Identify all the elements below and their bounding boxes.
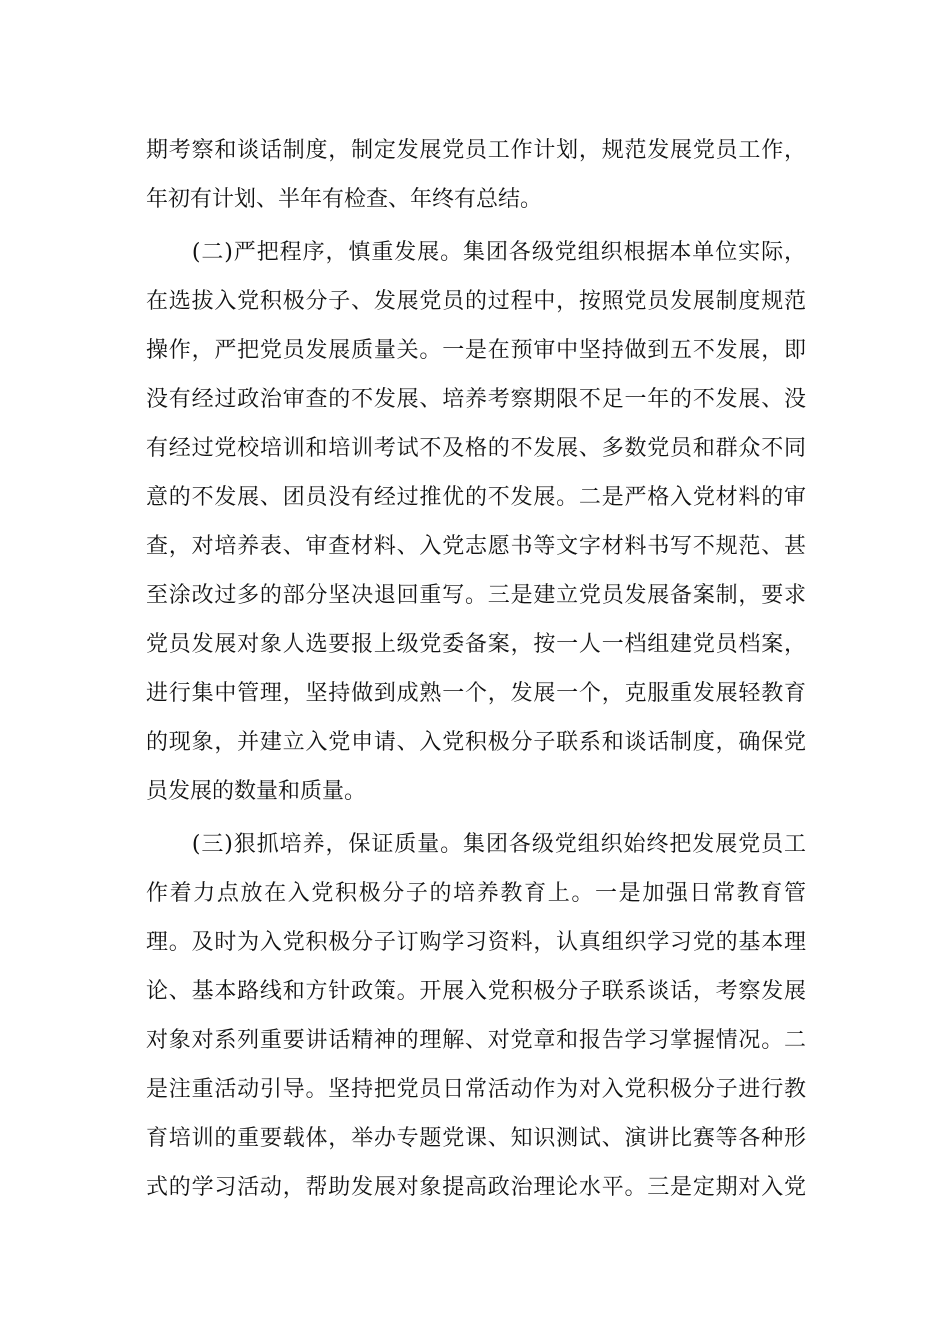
text-line: 式的学习活动，帮助发展对象提高政治理论水平。三是定期对入党 bbox=[146, 1175, 806, 1200]
text-line: 查，对培养表、审查材料、入党志愿书等文字材料书写不规范、甚 bbox=[146, 534, 806, 559]
text-line: 对象对系列重要讲话精神的理解、对党章和报告学习掌握情况。二 bbox=[146, 1028, 806, 1053]
text-line: 至涂改过多的部分坚决退回重写。三是建立党员发展备案制，要求 bbox=[146, 583, 806, 608]
text-line: 员发展的数量和质量。 bbox=[146, 779, 367, 804]
text-line: 是注重活动引导。坚持把党员日常活动作为对入党积极分子进行教 bbox=[146, 1077, 806, 1102]
text-line: 育培训的重要载体，举办专题党课、知识测试、演讲比赛等各种形 bbox=[146, 1126, 806, 1151]
text-line: 在选拔入党积极分子、发展党员的过程中，按照党员发展制度规范 bbox=[146, 289, 806, 314]
text-line: 年初有计划、半年有检查、年终有总结。 bbox=[146, 187, 543, 212]
text-line: 有经过党校培训和培训考试不及格的不发展、多数党员和群众不同 bbox=[146, 436, 806, 461]
document-page bbox=[146, 131, 806, 1217]
text-line: 的现象，并建立入党申请、入党积极分子联系和谈话制度，确保党 bbox=[146, 730, 806, 755]
text-line: 进行集中管理，坚持做到成熟一个，发展一个，克服重发展轻教育 bbox=[146, 681, 806, 706]
text-line: 期考察和谈话制度，制定发展党员工作计划，规范发展党员工作， bbox=[146, 138, 806, 163]
text-line: (三)狠抓培养，保证质量。集团各级党组织始终把发展党员工 bbox=[146, 832, 806, 857]
text-line: 论、基本路线和方针政策。开展入党积极分子联系谈话，考察发展 bbox=[146, 979, 806, 1004]
text-line: 操作，严把党员发展质量关。一是在预审中坚持做到五不发展，即 bbox=[146, 338, 806, 363]
text-line: (二)严把程序，慎重发展。集团各级党组织根据本单位实际， bbox=[146, 240, 806, 265]
text-line: 理。及时为入党积极分子订购学习资料，认真组织学习党的基本理 bbox=[146, 930, 806, 955]
text-line: 意的不发展、团员没有经过推优的不发展。二是严格入党材料的审 bbox=[146, 485, 806, 510]
text-line: 党员发展对象人选要报上级党委备案，按一人一档组建党员档案， bbox=[146, 632, 806, 657]
text-line: 没有经过政治审查的不发展、培养考察期限不足一年的不发展、没 bbox=[146, 387, 806, 412]
text-line: 作着力点放在入党积极分子的培养教育上。一是加强日常教育管 bbox=[146, 881, 806, 906]
